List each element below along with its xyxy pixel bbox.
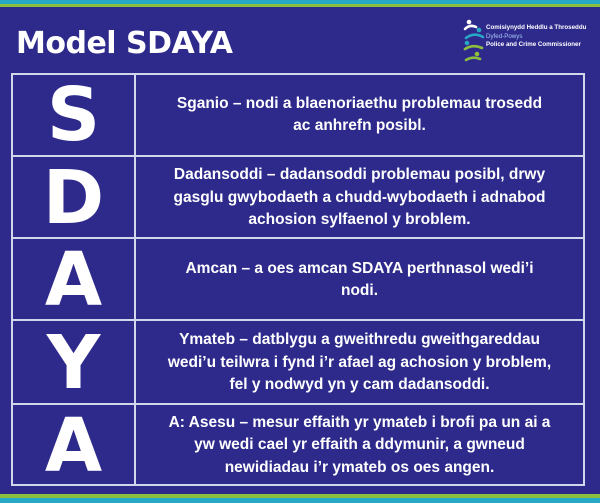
bottom-color-stripe xyxy=(0,494,600,503)
description-line: Ymateb – datblygu a gweithredu gweithgareddau xyxy=(179,331,540,349)
letter-cell: Y xyxy=(13,321,136,405)
description-line: A: Asesu – mesur effaith yr ymateb i brofi pa un ai a xyxy=(168,413,551,431)
description-cell xyxy=(136,321,583,405)
description-cell xyxy=(136,75,583,155)
description-line: achosion sylfaenol y broblem. xyxy=(248,211,471,229)
letter-cell: D xyxy=(13,157,136,239)
description-cell xyxy=(136,239,583,321)
sdaya-table xyxy=(11,72,585,489)
letter-cell: A xyxy=(13,405,136,486)
table-row-s xyxy=(13,72,583,158)
description-line: Sganio – nodi a blaenoriaethu problemau trosedd xyxy=(176,94,543,112)
description-line: Dadansoddi – dadansoddi problemau posibl, drwy xyxy=(173,166,546,184)
top-color-stripe xyxy=(0,0,600,7)
description-line: fel y nodwyd yn y cam dadansoddi. xyxy=(229,376,490,394)
description-line: nodi. xyxy=(340,282,379,299)
description-line: ac anhrefn posibl. xyxy=(293,117,426,134)
description-line: Amcan – a oes amcan SDAYA perthnasol wedi’i xyxy=(185,259,534,277)
description-line: wedi’u teilwra i fynd i’r afael ag achosion y broblem, xyxy=(167,353,552,371)
table-row-a2 xyxy=(13,402,583,489)
table-row-d xyxy=(13,155,583,239)
commissioner-logo xyxy=(462,16,594,76)
table-row-a xyxy=(13,237,583,321)
page-title: Model SDAYA xyxy=(16,26,233,61)
description-line: yw wedi cael yr effaith a ddymunir, a gwneud xyxy=(194,436,525,454)
logo-line-welsh: Comisiynydd Heddlu a Throseddu xyxy=(486,24,587,31)
table-row-y xyxy=(13,319,583,405)
description-line: newidiadau i’r ymateb os oes angen. xyxy=(224,458,495,476)
figures-logo-icon xyxy=(462,18,486,62)
description-line: gasglu gwybodaeth a chudd-wybodaeth i adnabod xyxy=(173,188,546,206)
logo-line-region: Dyfed-Powys xyxy=(486,32,523,40)
description-cell xyxy=(136,405,583,486)
logo-line-english: Police and Crime Commissioner xyxy=(486,41,581,49)
description-cell xyxy=(136,157,583,239)
letter-cell: A xyxy=(13,239,136,321)
letter-cell: S xyxy=(13,75,136,155)
